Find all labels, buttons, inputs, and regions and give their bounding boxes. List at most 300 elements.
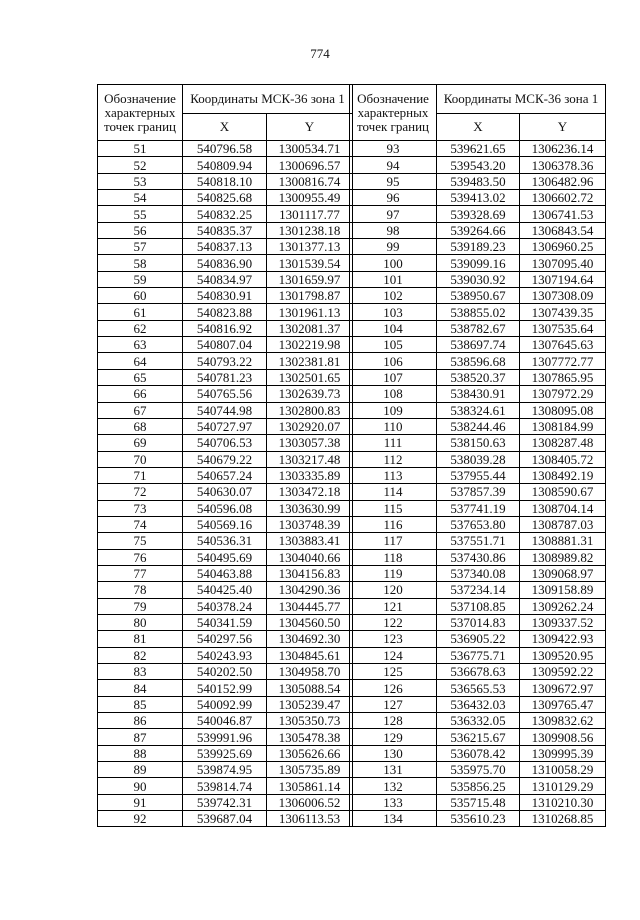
point-number-cell: 123	[350, 631, 437, 647]
point-number-cell: 57	[98, 239, 183, 255]
x-coordinate-cell: 540243.93	[183, 647, 267, 663]
table-body-left	[98, 141, 353, 827]
y-coordinate-cell: 1307308.09	[520, 288, 606, 304]
y-coordinate-cell: 1304445.77	[267, 598, 353, 614]
y-coordinate-cell: 1306378.36	[520, 157, 606, 173]
point-number-cell: 104	[350, 320, 437, 336]
y-coordinate-cell: 1309068.97	[520, 565, 606, 581]
x-coordinate-cell: 538950.67	[437, 288, 520, 304]
y-coordinate-cell: 1304845.61	[267, 647, 353, 663]
point-number-cell: 89	[98, 762, 183, 778]
x-coordinate-cell: 540495.69	[183, 549, 267, 565]
x-coordinate-cell: 540092.99	[183, 696, 267, 712]
point-number-cell: 81	[98, 631, 183, 647]
table-row	[350, 173, 606, 189]
point-number-cell: 134	[350, 811, 437, 827]
point-number-cell: 115	[350, 500, 437, 516]
x-coordinate-cell: 540463.88	[183, 565, 267, 581]
x-coordinate-cell: 538244.46	[437, 418, 520, 434]
point-number-cell: 68	[98, 418, 183, 434]
y-coordinate-cell: 1302219.98	[267, 337, 353, 353]
table-row	[98, 320, 353, 336]
y-coordinate-cell: 1309592.22	[520, 664, 606, 680]
x-coordinate-cell: 536678.63	[437, 664, 520, 680]
point-number-cell: 101	[350, 271, 437, 287]
x-coordinate-cell: 540536.31	[183, 533, 267, 549]
point-number-cell: 130	[350, 745, 437, 761]
y-coordinate-cell: 1309422.93	[520, 631, 606, 647]
x-coordinate-cell: 540818.10	[183, 173, 267, 189]
table-row	[98, 729, 353, 745]
table-row	[350, 516, 606, 532]
point-number-cell: 78	[98, 582, 183, 598]
y-coordinate-cell: 1307095.40	[520, 255, 606, 271]
x-coordinate-cell: 537857.39	[437, 484, 520, 500]
table-row	[350, 745, 606, 761]
y-coordinate-cell: 1306960.25	[520, 239, 606, 255]
table-row	[98, 418, 353, 434]
y-coordinate-cell: 1308704.14	[520, 500, 606, 516]
point-number-cell: 105	[350, 337, 437, 353]
point-number-cell: 61	[98, 304, 183, 320]
x-coordinate-cell: 540825.68	[183, 190, 267, 206]
point-number-cell: 129	[350, 729, 437, 745]
table-row	[98, 173, 353, 189]
point-number-cell: 75	[98, 533, 183, 549]
table-row	[98, 598, 353, 614]
x-coordinate-cell: 537108.85	[437, 598, 520, 614]
table-row	[98, 713, 353, 729]
x-coordinate-cell: 537653.80	[437, 516, 520, 532]
point-number-cell: 116	[350, 516, 437, 532]
point-number-cell: 88	[98, 745, 183, 761]
x-coordinate-cell: 538782.67	[437, 320, 520, 336]
coordinates-table-right	[349, 84, 606, 827]
x-coordinate-cell: 538324.61	[437, 402, 520, 418]
y-coordinate-cell: 1308590.67	[520, 484, 606, 500]
y-coordinate-cell: 1305088.54	[267, 680, 353, 696]
table-row	[98, 206, 353, 222]
table-row	[350, 206, 606, 222]
table-row	[98, 811, 353, 827]
point-number-cell: 85	[98, 696, 183, 712]
y-coordinate-cell: 1309672.97	[520, 680, 606, 696]
y-coordinate-cell: 1301539.54	[267, 255, 353, 271]
point-number-cell: 131	[350, 762, 437, 778]
x-coordinate-cell: 536078.42	[437, 745, 520, 761]
y-coordinate-cell: 1305239.47	[267, 696, 353, 712]
point-number-cell: 83	[98, 664, 183, 680]
table-row	[98, 255, 353, 271]
table-row	[350, 157, 606, 173]
table-row	[350, 762, 606, 778]
table-row	[98, 614, 353, 630]
table-row	[350, 467, 606, 483]
x-coordinate-cell: 539543.20	[437, 157, 520, 173]
point-number-cell: 87	[98, 729, 183, 745]
table-row	[350, 484, 606, 500]
table-row	[98, 500, 353, 516]
x-coordinate-cell: 540744.98	[183, 402, 267, 418]
point-number-cell: 122	[350, 614, 437, 630]
point-number-cell: 126	[350, 680, 437, 696]
x-coordinate-cell: 537234.14	[437, 582, 520, 598]
table-row	[98, 451, 353, 467]
y-coordinate-cell: 1307194.64	[520, 271, 606, 287]
y-coordinate-cell: 1306113.53	[267, 811, 353, 827]
y-coordinate-cell: 1308989.82	[520, 549, 606, 565]
y-coordinate-cell: 1303335.89	[267, 467, 353, 483]
table-row	[350, 713, 606, 729]
point-number-cell: 79	[98, 598, 183, 614]
x-coordinate-cell: 540152.99	[183, 680, 267, 696]
y-coordinate-cell: 1310058.29	[520, 762, 606, 778]
point-number-cell: 94	[350, 157, 437, 173]
table-row	[350, 435, 606, 451]
table-row	[98, 304, 353, 320]
y-coordinate-cell: 1306236.14	[520, 141, 606, 157]
x-coordinate-cell: 540596.08	[183, 500, 267, 516]
point-number-cell: 127	[350, 696, 437, 712]
point-number-cell: 66	[98, 386, 183, 402]
x-coordinate-cell: 540706.53	[183, 435, 267, 451]
y-coordinate-cell: 1305350.73	[267, 713, 353, 729]
point-number-cell: 65	[98, 369, 183, 385]
point-number-cell: 58	[98, 255, 183, 271]
y-coordinate-cell: 1307865.95	[520, 369, 606, 385]
y-coordinate-cell: 1304560.50	[267, 614, 353, 630]
table-row	[350, 304, 606, 320]
point-number-cell: 119	[350, 565, 437, 581]
point-number-cell: 59	[98, 271, 183, 287]
x-coordinate-cell: 540807.04	[183, 337, 267, 353]
y-coordinate-cell: 1310268.85	[520, 811, 606, 827]
point-number-cell: 102	[350, 288, 437, 304]
x-coordinate-cell: 540341.59	[183, 614, 267, 630]
point-number-cell: 109	[350, 402, 437, 418]
y-coordinate-cell: 1307645.63	[520, 337, 606, 353]
y-coordinate-cell: 1300816.74	[267, 173, 353, 189]
point-number-cell: 110	[350, 418, 437, 434]
table-row	[350, 141, 606, 157]
x-coordinate-cell: 540046.87	[183, 713, 267, 729]
y-coordinate-cell: 1309995.39	[520, 745, 606, 761]
x-coordinate-cell: 539814.74	[183, 778, 267, 794]
point-number-cell: 120	[350, 582, 437, 598]
point-number-cell: 114	[350, 484, 437, 500]
x-coordinate-cell: 540832.25	[183, 206, 267, 222]
table-row	[350, 794, 606, 810]
table-row	[98, 745, 353, 761]
header-x: X	[437, 114, 520, 141]
x-coordinate-cell: 540835.37	[183, 222, 267, 238]
y-coordinate-cell: 1301659.97	[267, 271, 353, 287]
table-row	[350, 582, 606, 598]
point-number-cell: 63	[98, 337, 183, 353]
y-coordinate-cell: 1302081.37	[267, 320, 353, 336]
y-coordinate-cell: 1304290.36	[267, 582, 353, 598]
table-row	[350, 729, 606, 745]
table-row	[98, 631, 353, 647]
table-row	[350, 222, 606, 238]
y-coordinate-cell: 1302381.81	[267, 353, 353, 369]
y-coordinate-cell: 1303217.48	[267, 451, 353, 467]
y-coordinate-cell: 1302501.65	[267, 369, 353, 385]
y-coordinate-cell: 1308405.72	[520, 451, 606, 467]
point-number-cell: 111	[350, 435, 437, 451]
table-row	[350, 369, 606, 385]
table-row	[98, 222, 353, 238]
y-coordinate-cell: 1308492.19	[520, 467, 606, 483]
table-row	[98, 157, 353, 173]
y-coordinate-cell: 1303057.38	[267, 435, 353, 451]
point-number-cell: 60	[98, 288, 183, 304]
coordinates-table-left	[97, 84, 353, 827]
point-number-cell: 117	[350, 533, 437, 549]
y-coordinate-cell: 1304692.30	[267, 631, 353, 647]
y-coordinate-cell: 1306602.72	[520, 190, 606, 206]
point-number-cell: 93	[350, 141, 437, 157]
x-coordinate-cell: 536332.05	[437, 713, 520, 729]
x-coordinate-cell: 539483.50	[437, 173, 520, 189]
y-coordinate-cell: 1306843.54	[520, 222, 606, 238]
table-row	[350, 320, 606, 336]
y-coordinate-cell: 1301238.18	[267, 222, 353, 238]
point-number-cell: 118	[350, 549, 437, 565]
point-number-cell: 62	[98, 320, 183, 336]
x-coordinate-cell: 537430.86	[437, 549, 520, 565]
x-coordinate-cell: 536432.03	[437, 696, 520, 712]
point-number-cell: 99	[350, 239, 437, 255]
table-row	[350, 337, 606, 353]
y-coordinate-cell: 1303630.99	[267, 500, 353, 516]
header-x: X	[183, 114, 267, 141]
table-row	[350, 386, 606, 402]
table-row	[98, 794, 353, 810]
y-coordinate-cell: 1303883.41	[267, 533, 353, 549]
x-coordinate-cell: 536775.71	[437, 647, 520, 663]
x-coordinate-cell: 537551.71	[437, 533, 520, 549]
y-coordinate-cell: 1304958.70	[267, 664, 353, 680]
table-row	[98, 778, 353, 794]
y-coordinate-cell: 1305478.38	[267, 729, 353, 745]
x-coordinate-cell: 540202.50	[183, 664, 267, 680]
x-coordinate-cell: 540809.94	[183, 157, 267, 173]
y-coordinate-cell: 1309908.56	[520, 729, 606, 745]
point-number-cell: 64	[98, 353, 183, 369]
point-number-cell: 91	[98, 794, 183, 810]
table-row	[350, 778, 606, 794]
table-row	[98, 337, 353, 353]
point-number-cell: 76	[98, 549, 183, 565]
point-number-cell: 51	[98, 141, 183, 157]
table-row	[98, 435, 353, 451]
point-number-cell: 86	[98, 713, 183, 729]
table-row	[350, 418, 606, 434]
table-row	[350, 631, 606, 647]
y-coordinate-cell: 1307972.29	[520, 386, 606, 402]
point-number-cell: 128	[350, 713, 437, 729]
point-number-cell: 52	[98, 157, 183, 173]
table-row	[350, 647, 606, 663]
x-coordinate-cell: 538430.91	[437, 386, 520, 402]
table-row	[350, 239, 606, 255]
y-coordinate-cell: 1308787.03	[520, 516, 606, 532]
x-coordinate-cell: 538150.63	[437, 435, 520, 451]
x-coordinate-cell: 536565.53	[437, 680, 520, 696]
x-coordinate-cell: 537741.19	[437, 500, 520, 516]
table-row	[350, 500, 606, 516]
y-coordinate-cell: 1308095.08	[520, 402, 606, 418]
point-number-cell: 107	[350, 369, 437, 385]
y-coordinate-cell: 1301961.13	[267, 304, 353, 320]
table-row	[350, 288, 606, 304]
table-row	[350, 680, 606, 696]
point-number-cell: 125	[350, 664, 437, 680]
x-coordinate-cell: 540657.24	[183, 467, 267, 483]
x-coordinate-cell: 537014.83	[437, 614, 520, 630]
y-coordinate-cell: 1302639.73	[267, 386, 353, 402]
y-coordinate-cell: 1308287.48	[520, 435, 606, 451]
header-y: Y	[520, 114, 606, 141]
x-coordinate-cell: 536905.22	[437, 631, 520, 647]
y-coordinate-cell: 1305626.66	[267, 745, 353, 761]
x-coordinate-cell: 540834.97	[183, 271, 267, 287]
x-coordinate-cell: 540796.58	[183, 141, 267, 157]
x-coordinate-cell: 539621.65	[437, 141, 520, 157]
y-coordinate-cell: 1308881.31	[520, 533, 606, 549]
y-coordinate-cell: 1302920.07	[267, 418, 353, 434]
y-coordinate-cell: 1306006.52	[267, 794, 353, 810]
x-coordinate-cell: 537955.44	[437, 467, 520, 483]
point-number-cell: 113	[350, 467, 437, 483]
table-row	[350, 565, 606, 581]
y-coordinate-cell: 1309337.52	[520, 614, 606, 630]
y-coordinate-cell: 1310210.30	[520, 794, 606, 810]
x-coordinate-cell: 540727.97	[183, 418, 267, 434]
table-row	[350, 664, 606, 680]
table-row	[98, 402, 353, 418]
table-row	[350, 402, 606, 418]
x-coordinate-cell: 539099.16	[437, 255, 520, 271]
point-number-cell: 53	[98, 173, 183, 189]
y-coordinate-cell: 1306482.96	[520, 173, 606, 189]
table-row	[98, 664, 353, 680]
y-coordinate-cell: 1309262.24	[520, 598, 606, 614]
point-number-cell: 97	[350, 206, 437, 222]
point-number-cell: 106	[350, 353, 437, 369]
point-number-cell: 108	[350, 386, 437, 402]
point-number-cell: 80	[98, 614, 183, 630]
header-designation: Обозначение характерных точек границ	[350, 85, 437, 141]
y-coordinate-cell: 1310129.29	[520, 778, 606, 794]
x-coordinate-cell: 540781.23	[183, 369, 267, 385]
table-row	[98, 549, 353, 565]
y-coordinate-cell: 1304040.66	[267, 549, 353, 565]
x-coordinate-cell: 539328.69	[437, 206, 520, 222]
table-row	[350, 451, 606, 467]
x-coordinate-cell: 540297.56	[183, 631, 267, 647]
header-coords: Координаты МСК-36 зона 1	[437, 85, 606, 114]
y-coordinate-cell: 1305861.14	[267, 778, 353, 794]
point-number-cell: 100	[350, 255, 437, 271]
x-coordinate-cell: 536215.67	[437, 729, 520, 745]
table-row	[350, 598, 606, 614]
x-coordinate-cell: 539874.95	[183, 762, 267, 778]
y-coordinate-cell: 1305735.89	[267, 762, 353, 778]
x-coordinate-cell: 539030.92	[437, 271, 520, 287]
point-number-cell: 71	[98, 467, 183, 483]
x-coordinate-cell: 539687.04	[183, 811, 267, 827]
table-row	[98, 680, 353, 696]
y-coordinate-cell: 1304156.83	[267, 565, 353, 581]
table-row	[98, 533, 353, 549]
point-number-cell: 132	[350, 778, 437, 794]
point-number-cell: 77	[98, 565, 183, 581]
header-y: Y	[267, 114, 353, 141]
header-coords: Координаты МСК-36 зона 1	[183, 85, 353, 114]
y-coordinate-cell: 1307439.35	[520, 304, 606, 320]
point-number-cell: 121	[350, 598, 437, 614]
table-row	[98, 190, 353, 206]
y-coordinate-cell: 1308184.99	[520, 418, 606, 434]
point-number-cell: 73	[98, 500, 183, 516]
table-row	[98, 647, 353, 663]
point-number-cell: 82	[98, 647, 183, 663]
y-coordinate-cell: 1307535.64	[520, 320, 606, 336]
table-row	[98, 696, 353, 712]
table-row	[350, 549, 606, 565]
page-number: 774	[310, 46, 330, 61]
point-number-cell: 74	[98, 516, 183, 532]
x-coordinate-cell: 538039.28	[437, 451, 520, 467]
x-coordinate-cell: 540830.91	[183, 288, 267, 304]
point-number-cell: 103	[350, 304, 437, 320]
table-row	[350, 255, 606, 271]
y-coordinate-cell: 1303472.18	[267, 484, 353, 500]
point-number-cell: 72	[98, 484, 183, 500]
x-coordinate-cell: 535715.48	[437, 794, 520, 810]
x-coordinate-cell: 535856.25	[437, 778, 520, 794]
x-coordinate-cell: 538596.68	[437, 353, 520, 369]
header-designation: Обозначение характерных точек границ	[98, 85, 183, 141]
y-coordinate-cell: 1301798.87	[267, 288, 353, 304]
table-row	[98, 141, 353, 157]
point-number-cell: 54	[98, 190, 183, 206]
point-number-cell: 84	[98, 680, 183, 696]
table-row	[350, 614, 606, 630]
point-number-cell: 70	[98, 451, 183, 467]
table-row	[98, 353, 353, 369]
y-coordinate-cell: 1309832.62	[520, 713, 606, 729]
table-row	[98, 271, 353, 287]
y-coordinate-cell: 1300955.49	[267, 190, 353, 206]
table-row	[350, 353, 606, 369]
table-row	[98, 762, 353, 778]
y-coordinate-cell: 1309520.95	[520, 647, 606, 663]
table-row	[98, 467, 353, 483]
y-coordinate-cell: 1301377.13	[267, 239, 353, 255]
table-row	[98, 239, 353, 255]
y-coordinate-cell: 1300534.71	[267, 141, 353, 157]
x-coordinate-cell: 540630.07	[183, 484, 267, 500]
y-coordinate-cell: 1309158.89	[520, 582, 606, 598]
y-coordinate-cell: 1309765.47	[520, 696, 606, 712]
x-coordinate-cell: 538697.74	[437, 337, 520, 353]
x-coordinate-cell: 540765.56	[183, 386, 267, 402]
y-coordinate-cell: 1303748.39	[267, 516, 353, 532]
y-coordinate-cell: 1302800.83	[267, 402, 353, 418]
